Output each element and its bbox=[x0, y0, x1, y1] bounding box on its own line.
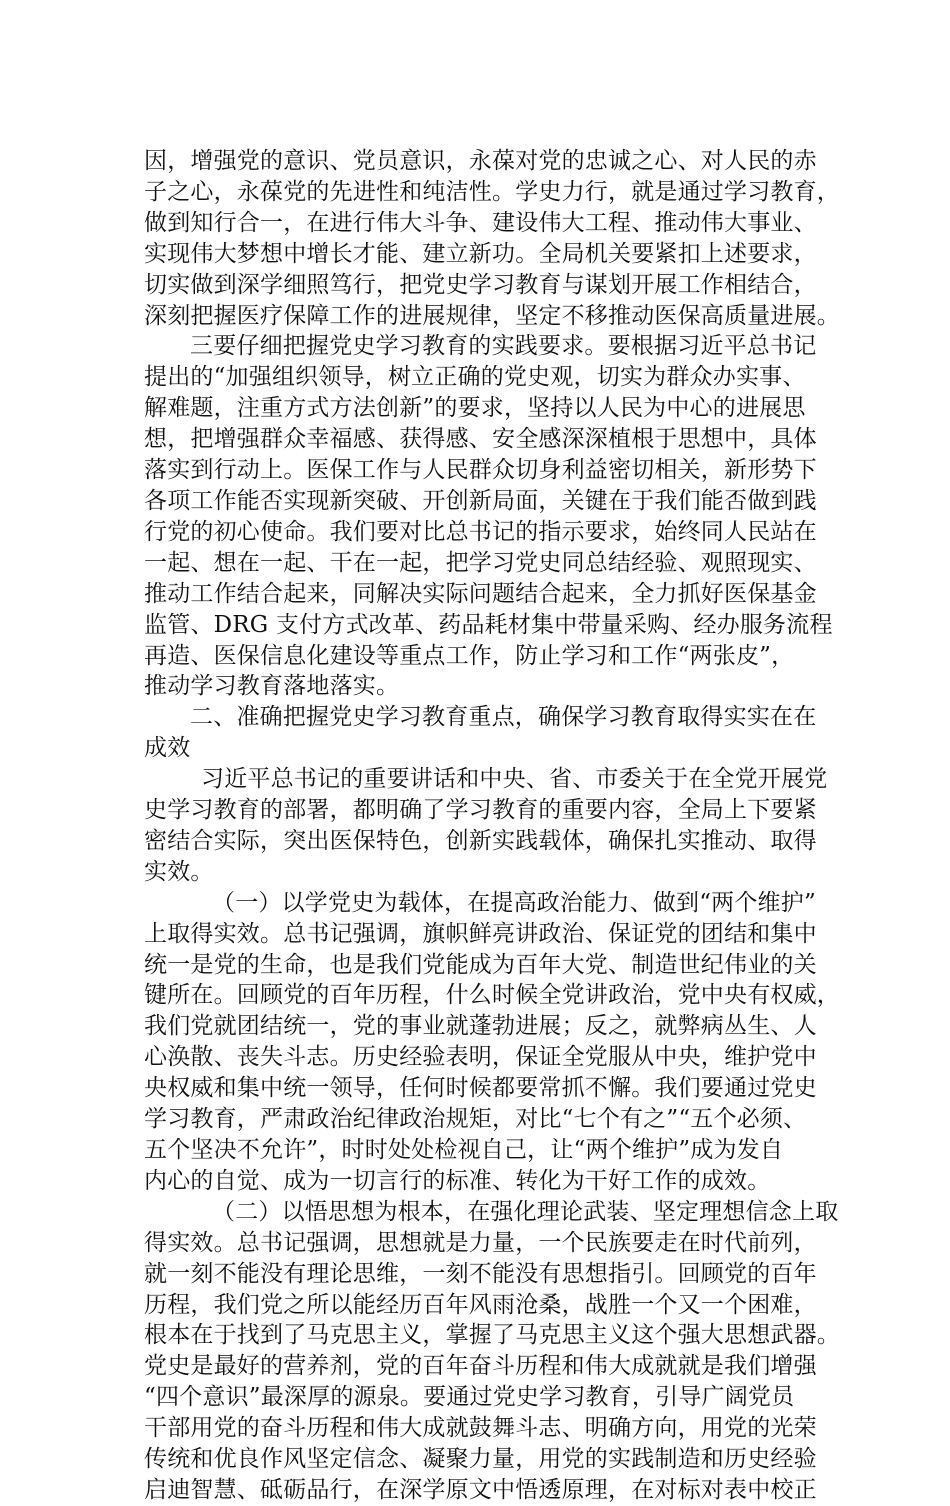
text-line: 子之心，永葆党的先进性和纯洁性。学史力行，就是通过学习教育， bbox=[144, 178, 840, 205]
text-line: 历程，我们党之所以能经历百年风雨沧桑，战胜一个又一个困难， bbox=[144, 1291, 817, 1318]
text-line: （二）以悟思想为根本，在强化理论武装、坚定理想信念上取 bbox=[212, 1198, 839, 1225]
text-line: 深刻把握医疗保障工作的进展规律，坚定不移推动医保高质量进展。 bbox=[144, 302, 840, 329]
text-line: 史学习教育的部署，都明确了学习教育的重要内容，全局上下要紧 bbox=[144, 797, 817, 824]
text-line: 干部用党的奋斗历程和伟大成就鼓舞斗志、明确方向，用党的光荣 bbox=[144, 1415, 817, 1442]
text-line: 传统和优良作风坚定信念、凝聚力量，用党的实践制造和历史经验 bbox=[144, 1446, 817, 1473]
text-line: 行党的初心使命。我们要对比总书记的指示要求，始终同人民站在 bbox=[144, 518, 817, 545]
text-line: 习近平总书记的重要讲话和中央、省、市委关于在全党开展党 bbox=[201, 766, 828, 793]
text-line: 上取得实效。总书记强调，旗帜鲜亮讲政治、保证党的团结和集中 bbox=[144, 920, 817, 947]
text-line: 想，把增强群众幸福感、获得感、安全感深深植根于思想中，具体 bbox=[144, 426, 817, 453]
text-line: 实效。 bbox=[144, 858, 214, 885]
text-line: 再造、医保信息化建设等重点工作，防止学习和工作“两张皮”， bbox=[144, 642, 795, 669]
heading-line: 成效 bbox=[144, 735, 191, 762]
text-line: 内心的自觉、成为一切言行的标准、转化为干好工作的成效。 bbox=[144, 1167, 771, 1194]
text-line: 推动学习教育落地落实。 bbox=[144, 673, 400, 700]
text-line: 学习教育，严肃政治纪律政治规矩，对比“七个有之”“五个必须、 bbox=[144, 1106, 807, 1133]
paragraph-item-2 bbox=[144, 1197, 840, 1506]
text-line: 三要仔细把握党史学习教育的实践要求。要根据习近平总书记 bbox=[190, 333, 817, 360]
text-line: 我们党就团结统一，党的事业就蓬勃进展；反之，就弊病丛生、人 bbox=[144, 1013, 817, 1040]
heading-line: 二、准确把握党史学习教育重点，确保学习教育取得实实在在 bbox=[190, 704, 817, 731]
text-line: “四个意识”最深厚的源泉。要通过党史学习教育，引导广阔党员 bbox=[144, 1384, 795, 1411]
text-line: 各项工作能否实现新突破、开创新局面，关键在于我们能否做到践 bbox=[144, 487, 817, 514]
text-line: 启迪智慧、砥砺品行，在深学原文中悟透原理，在对标对表中校正 bbox=[144, 1476, 817, 1503]
text-line: 键所在。回顾党的百年历程，什么时候全党讲政治，党中央有权威， bbox=[144, 982, 840, 1009]
text-line: 党史是最好的营养剂，党的百年奋斗历程和伟大成就就是我们增强 bbox=[144, 1353, 817, 1380]
text-line: 监管、DRG 支付方式改革、药品耗材集中带量采购、经办服务流程 bbox=[144, 611, 833, 638]
text-line: 根本在于找到了马克思主义，掌握了马克思主义这个强大思想武器。 bbox=[144, 1322, 840, 1349]
text-line: 推动工作结合起来，同解决实际问题结合起来，全力抓好医保基金 bbox=[144, 580, 817, 607]
text-line: 得实效。总书记强调，思想就是力量，一个民族要走在时代前列， bbox=[144, 1229, 817, 1256]
paragraph-practice-requirements bbox=[144, 331, 833, 702]
text-line: 解难题，注重方式方法创新”的要求，坚持以人民为中心的进展思 bbox=[144, 395, 806, 422]
text-line: 就一刻不能没有理论思维，一刻不能没有思想指引。回顾党的百年 bbox=[144, 1260, 817, 1287]
text-line: （一）以学党史为载体，在提高政治能力、做到“两个维护” bbox=[212, 889, 816, 916]
text-line: 做到知行合一，在进行伟大斗争、建设伟大工程、推动伟大事业、 bbox=[144, 209, 817, 236]
paragraph-learn-act bbox=[144, 146, 840, 331]
text-line: 切实做到深学细照笃行，把党史学习教育与谋划开展工作相结合， bbox=[144, 271, 817, 298]
text-line: 心涣散、丧失斗志。历史经验表明，保证全党服从中央，维护党中 bbox=[144, 1044, 817, 1071]
section-heading-2 bbox=[144, 702, 817, 764]
text-line: 一起、想在一起、干在一起，把学习党史同总结经验、观照现实、 bbox=[144, 549, 817, 576]
text-line: 五个坚决不允许”，时时处处检视自己，让“两个维护”成为发自 bbox=[144, 1137, 784, 1163]
body-text bbox=[144, 146, 840, 1506]
text-line: 落实到行动上。医保工作与人民群众切身利益密切相关，新形势下 bbox=[144, 457, 817, 484]
text-line: 实现伟大梦想中增长才能、建立新功。全局机关要紧扣上述要求， bbox=[144, 240, 817, 267]
text-line: 因，增强党的意识、党员意识，永葆对党的忠诚之心、对人民的赤 bbox=[144, 148, 817, 174]
paragraph-intro bbox=[144, 764, 828, 888]
paragraph-item-1 bbox=[144, 888, 840, 1197]
text-line: 提出的“加强组织领导，树立正确的党史观，切实为群众办实事、 bbox=[144, 364, 806, 391]
text-line: 密结合实际，突出医保特色，创新实践载体，确保扎实推动、取得 bbox=[144, 827, 817, 854]
text-line: 央权威和集中统一领导，任何时候都要常抓不懈。我们要通过党史 bbox=[144, 1075, 817, 1102]
text-line: 统一是党的生命，也是我们党能成为百年大党、制造世纪伟业的关 bbox=[144, 951, 817, 978]
